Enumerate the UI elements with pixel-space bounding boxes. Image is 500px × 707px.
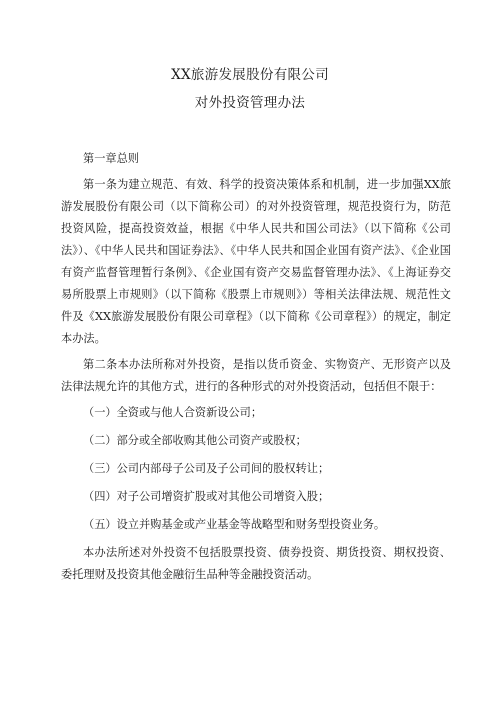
title-block bbox=[0, 66, 500, 112]
article-1: 第一条为建立规范、有效、科学的投资决策体系和机制，进一步加强XX旅游发展股份有限公司（以下简称公司）的对外投资管理，规范投资行为，防范投资风险，提高投资效益，根据《中华人民共和国公司法》（以下简称《公司法》）、《中华人民共和国证券法》、《中华人民共和国企业国有资产法》、《企业国有资产监督管理暂行条例》、《企业国有资产交易监督管理办法》、《上海证券交易所股票上市规则》（以下简称《股票上市规则》）等相关法律法规、规范性文件及《XX旅游发展股份有限公司章程》（以下简称《公司章程》）的规定，制定本办法。 bbox=[61, 178, 451, 345]
list-item: （五）设立并购基金或产业基金等战略型和财务型投资业务。 bbox=[83, 518, 386, 531]
document-title: XX旅游发展股份有限公司 bbox=[171, 67, 329, 83]
document-body bbox=[61, 148, 451, 586]
closing-paragraph: 本办法所述对外投资不包括股票投资、债券投资、期货投资、期权投资、委托理财及投资其他金融衍生品种等金融投资活动。 bbox=[61, 546, 451, 581]
document-subtitle: 对外投资管理办法 bbox=[194, 95, 306, 111]
list-item: （一）全资或与他人合资新设公司； bbox=[83, 406, 263, 419]
list-item: （四）对子公司增资扩股或对其他公司增资入股； bbox=[83, 490, 330, 503]
article-2: 第二条本办法所称对外投资，是指以货币资金、实物资产、无形资产以及法律法规允许的其他方式，进行的各种形式的对外投资活动，包括但不限于： bbox=[61, 358, 451, 393]
list-item: （二）部分或全部收购其他公司资产或股权； bbox=[83, 434, 307, 447]
list-item: （三）公司内部母子公司及子公司间的股权转让； bbox=[83, 462, 330, 475]
chapter-heading: 第一章总则 bbox=[83, 152, 139, 165]
